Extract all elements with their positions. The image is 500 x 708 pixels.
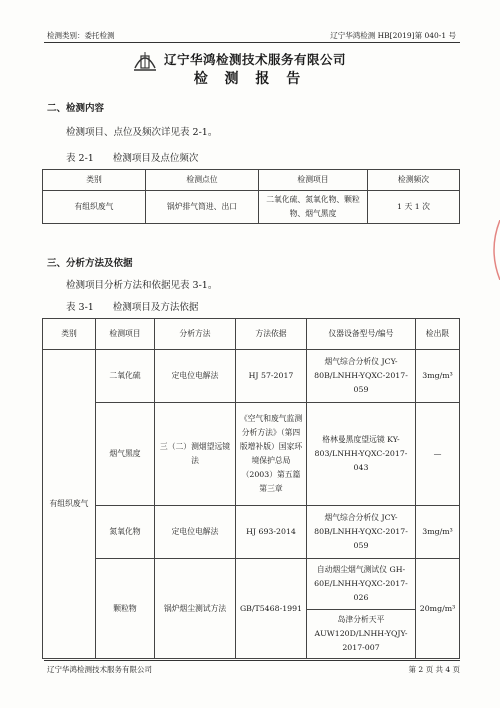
table-2-1-caption: 表 2-1 检测项目及点位频次 xyxy=(66,153,199,164)
footer-divider xyxy=(44,660,460,661)
header-divider xyxy=(44,42,460,43)
cell-limit: 20mg/m³ xyxy=(416,559,460,659)
table-row xyxy=(43,403,460,506)
cell-basis: 《空气和废气监测分析方法》（第四版增补版）国家环境保护总局（2003）第五篇第三章 xyxy=(236,403,307,506)
table-row xyxy=(43,191,460,224)
table-3-1 xyxy=(42,318,460,659)
col-header: 类别 xyxy=(43,170,146,191)
col-header: 检测项目 xyxy=(259,170,368,191)
cell-method: 定电位电解法 xyxy=(155,350,236,403)
cell-item: 氮氧化物 xyxy=(96,506,155,559)
table-row xyxy=(43,350,460,403)
cell-item: 烟气黑度 xyxy=(96,403,155,506)
col-header: 仪器设备型号/编号 xyxy=(307,319,416,350)
col-header: 检测点位 xyxy=(146,170,259,191)
cell-items: 二氧化硫、氮氧化物、颗粒物、烟气黑度 xyxy=(259,191,368,224)
footer-page-number: 第 2 页 共 4 页 xyxy=(408,665,460,674)
cell-instrument: 烟气综合分析仪 JCY-80B/LNHH-YQXC-2017-059 xyxy=(307,506,416,559)
section-methods-text: 检测项目分析方法和依据见表 3-1。 xyxy=(66,280,218,291)
cell-category: 有组织废气 xyxy=(43,191,146,224)
cell-basis: HJ 57-2017 xyxy=(236,350,307,403)
cell-instrument: 格林曼黑度望远镜 KY-803/LNHH-YQXC-2017-043 xyxy=(307,403,416,506)
cell-method: 锅炉烟尘测试方法 xyxy=(155,559,236,659)
cell-limit: 3mg/m³ xyxy=(416,350,460,403)
cell-limit: 3mg/m³ xyxy=(416,506,460,559)
cell-basis: GB/T5468-1991 xyxy=(236,559,307,659)
table-row xyxy=(43,506,460,559)
cell-instrument-2: 岛津分析天平 AUW120D/LNHH-YQJY-2017-007 xyxy=(307,610,416,659)
section-content-text: 检测项目、点位及频次详见表 2-1。 xyxy=(66,127,218,138)
table-header-row xyxy=(43,170,460,191)
table-2-1 xyxy=(42,169,460,224)
cell-method: 三（二）测烟望远镜法 xyxy=(155,403,236,506)
cell-item: 颗粒物 xyxy=(96,559,155,659)
section-heading-content: 二、检测内容 xyxy=(47,103,105,114)
cell-limit: — xyxy=(416,403,460,506)
col-header: 检测频次 xyxy=(368,170,460,191)
cell-method: 定电位电解法 xyxy=(155,506,236,559)
cell-category: 有组织废气 xyxy=(43,350,96,659)
header-category: 检测类别：委托检测 xyxy=(47,31,115,40)
col-header: 分析方法 xyxy=(155,319,236,350)
cell-instrument: 自动烟尘烟气测试仪 GH-60E/LNHH-YQXC-2017-026 xyxy=(307,559,416,610)
section-heading-methods: 三、分析方法及依据 xyxy=(47,258,133,269)
col-header: 检出限 xyxy=(416,319,460,350)
table-3-1-caption: 表 3-1 检测项目及方法依据 xyxy=(66,302,199,313)
cell-basis: HJ 693-2014 xyxy=(236,506,307,559)
table-header-row xyxy=(43,319,460,350)
cell-point: 锅炉排气筒进、出口 xyxy=(146,191,259,224)
report-title: 检 测 报 告 xyxy=(193,71,307,87)
table-row xyxy=(43,559,460,610)
header-report-number: 辽宁华鸿检测 HB[2019]第 040-1 号 xyxy=(330,31,456,40)
col-header: 检测项目 xyxy=(96,319,155,350)
company-name: 辽宁华鸿检测技术服务有限公司 xyxy=(164,52,347,67)
cell-frequency: 1 天 1 次 xyxy=(368,191,460,224)
seal-stamp-fragment-icon xyxy=(486,220,500,280)
footer-company: 辽宁华鸿检测技术服务有限公司 xyxy=(47,665,152,674)
cell-instrument: 烟气综合分析仪 JCY-80B/LNHH-YQXC-2017-059 xyxy=(307,350,416,403)
col-header: 方法依据 xyxy=(236,319,307,350)
col-header: 类别 xyxy=(43,319,96,350)
cell-item: 二氧化硫 xyxy=(96,350,155,403)
